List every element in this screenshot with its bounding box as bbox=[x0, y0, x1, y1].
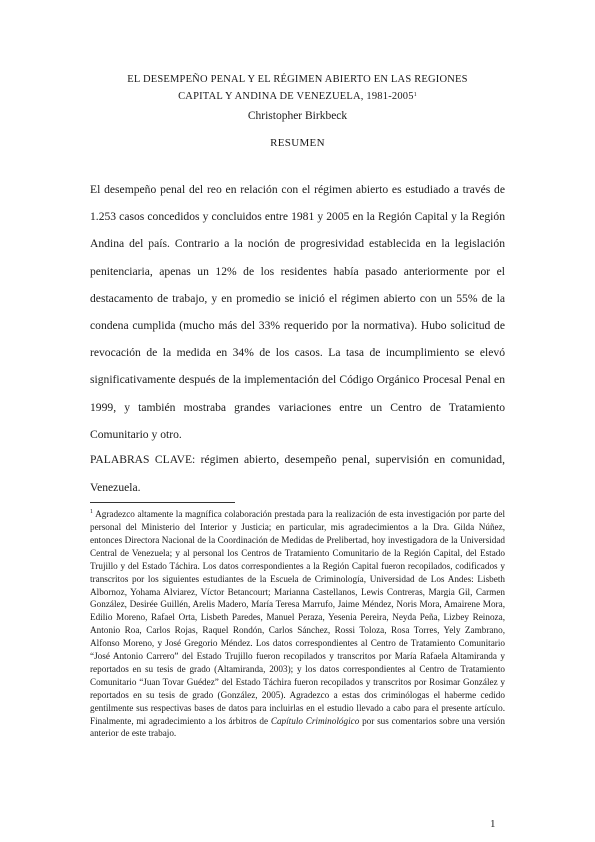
title-footnote-mark[interactable]: 1 bbox=[413, 92, 417, 98]
page-number: 1 bbox=[490, 818, 496, 830]
footnote bbox=[90, 506, 505, 740]
footnote-text-part-1: Agradezco altamente la magnífica colaboración prestada para la realización de esta investigación por parte del personal del Ministerio del Interior y Justicia; en particular, mis agradecimientos a la Dra. Gilda Núñez, entonces Directora Nacional de la Coordinación de Medidas de Prelibertad, hoy investigadora de la Universidad Central de Venezuela; y al personal los Centros de Tratamiento Comunitario de la Región Capital, del Estado Trujillo y del Estado Táchira. Los datos correspondientes a la Región Capital fueron recopilados, codificados y transcritos por los siguientes estudiantes de la Escuela de Criminología, Universidad de Los Andes: Lisbeth Albornoz, Yohama Alviarez, Víctor Betancourt; Marianna Castellanos, Lewis Contreras, Margia Gil, Carmen González, Desirée Guillén, Arelis Madero, María Teresa Marrufo, Jaime Méndez, Noris Mora, Amairene Mora, Edilio Moreno, Rafael Orta, Lisbeth Paredes, Manuel Peraza, Yesenia Pereira, Neyda Peña, Lizbey Reinoza, Antonio Roa, Carlos Rojas, Raquel Rondón, Carlos Sánchez, Rossi Toloza, Rosa Torres, Yely Zambrano, Alfonso Moreno, y José Gregorio Méndez. Los datos correspondientes al Centro de Tratamiento Comunitario “José Antonio Carrero” del Estado Trujillo fueron recopilados y transcritos por María Rafaela Altamiranda y reportados en su tesis de grado (Altamiranda, 2003); y los datos correspondientes al Centro de Tratamiento Comunitario “Juan Tovar Guédez” del Estado Táchira fueron recopilados y transcritos por Rosimar González y reportados en su tesis de grado (González, 2005). Agradezco a estas dos criminólogas el haberme cedido gentilmente sus respectivas bases de datos para incluirlas en el estudio llevado a cabo para el presente artículo. Finalmente, mi agradecimiento a los árbitros de bbox=[90, 509, 505, 726]
title-line-2 bbox=[90, 88, 505, 105]
footnote-mark: 1 bbox=[90, 509, 93, 515]
keywords-label: PALABRAS CLAVE: bbox=[90, 453, 196, 466]
keywords-paragraph bbox=[90, 446, 505, 501]
footnote-journal-title: Capítulo Criminológico bbox=[270, 715, 360, 726]
abstract-paragraph: El desempeño penal del reo en relación con el régimen abierto es estudiado a través de 1.253 casos concedidos y concluidos entre 1981 y 2005 en la Región Capital y la Región Andina del país. Contrario a la noción de progresividad establecida en la legislación penitenciaria, apenas un 12% de los residentes había pasado anteriormente por el destacamento de trabajo, y en promedio se inició el régimen abierto con un 55% de la condena cumplida (mucho más del 33% requerido por la normativa). Hubo solicitud de revocación de la medida en 34% de los casos. La tasa de incumplimiento se elevó significativamente después de la implementación del Código Orgánico Procesal Penal en 1999, y también mostraba grandes variaciones entre un Centro de Tratamiento Comunitario y otro. bbox=[90, 183, 505, 441]
section-heading: RESUMEN bbox=[270, 137, 325, 149]
title-line-2-text: CAPITAL Y ANDINA DE VENEZUELA, 1981-2005 bbox=[178, 91, 414, 102]
author-name: Christopher Birkbeck bbox=[247, 110, 348, 122]
keywords-text: régimen abierto, desempeño penal, supervisión en comunidad, Venezuela. bbox=[90, 453, 505, 494]
footnote-text-part-2: por sus comentarios sobre una versión anterior de este trabajo. bbox=[90, 715, 505, 739]
title-line-1: EL DESEMPEÑO PENAL Y EL RÉGIMEN ABIERTO EN LAS REGIONES bbox=[127, 74, 468, 85]
footnote-divider bbox=[90, 502, 235, 503]
paper-title bbox=[90, 71, 505, 105]
